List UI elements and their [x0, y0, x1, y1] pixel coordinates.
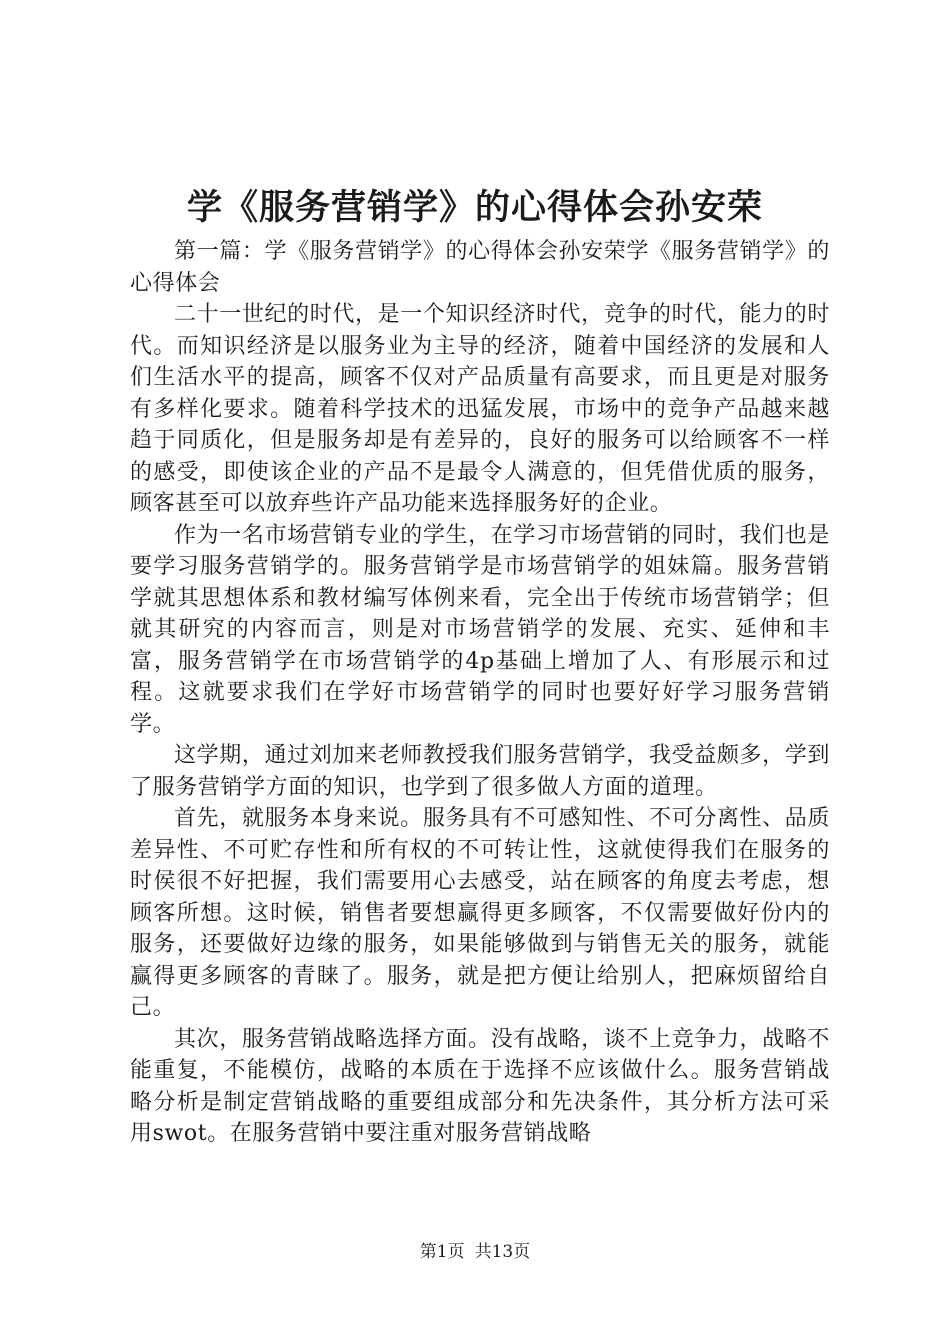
paragraph: 二十一世纪的时代，是一个知识经济时代，竞争的时代，能力的时代。而知识经济是以服务业为主导的经济，随着中国经济的发展和人们生活水平的提高，顾客不仅对产品质量有高要求，而且更是对服务有多样化要求。随着科学技术的迅猛发展，市场中的竞争产品越来越趋于同质化，但是服务却是有差异的，良好的服务可以给顾客不一样的感受，即使该企业的产品不是最令人满意的，但凭借优质的服务，顾客甚至可以放弃些许产品功能来选择服务好的企业。 — [130, 302, 830, 516]
paragraph: 首先，就服务本身来说。服务具有不可感知性、不可分离性、品质差异性、不可贮存性和所有权的不可转让性，这就使得我们在服务的时侯很不好把握，我们需要用心去感受，站在顾客的角度去考虑，想顾客所想。这时候，销售者要想赢得更多顾客，不仅需要做好份内的服务，还要做好边缘的服务，如果能够做到与销售无关的服务，就能赢得更多顾客的青睐了。服务，就是把方便让给别人，把麻烦留给自己。 — [130, 806, 830, 1020]
page-number: 第1页 — [419, 1242, 465, 1262]
paragraph: 作为一名市场营销专业的学生，在学习市场营销的同时，我们也是要学习服务营销学的。服务营销学是市场营销学的姐妹篇。服务营销学就其思想体系和教材编写体例来看，完全出于传统市场营销学；但就其研究的内容而言，则是对市场营销学的发展、充实、延伸和丰富，服务营销学在市场营销学的4p基础上增加了人、有形展示和过程。这就要求我们在学好市场营销学的同时也要好好学习服务营销学。 — [130, 522, 830, 737]
paragraph: 这学期，通过刘加来老师教授我们服务营销学，我受益颇多，学到了服务营销学方面的知识，也学到了很多做人方面的道理。 — [130, 743, 830, 800]
page-footer — [0, 1240, 950, 1264]
paragraph: 其次，服务营销战略选择方面。没有战略，谈不上竞争力，战略不能重复，不能模仿，战略的本质在于选择不应该做什么。服务营销战略分析是制定营销战略的重要组成部分和先决条件，其分析方法可采用swot。在服务营销中要注重对服务营销战略 — [130, 1026, 830, 1146]
page-total: 共13页 — [474, 1242, 531, 1262]
document-body — [130, 236, 830, 1150]
document-title: 学《服务营销学》的心得体会孙安荣 — [186, 187, 763, 228]
paragraph: 第一篇：学《服务营销学》的心得体会孙安荣学《服务营销学》的心得体会 — [130, 239, 830, 296]
